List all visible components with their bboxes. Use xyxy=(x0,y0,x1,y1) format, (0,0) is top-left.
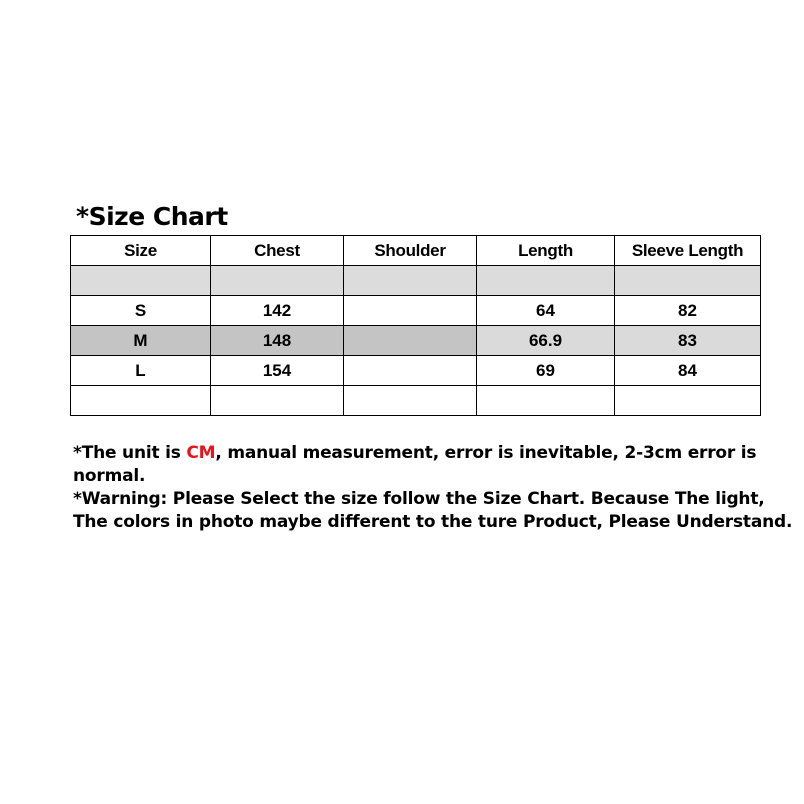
header-shoulder: Shoulder xyxy=(344,236,477,266)
table-cell: 66.9 xyxy=(477,326,615,356)
table-cell xyxy=(344,386,477,416)
unit-note-prefix: *The unit is xyxy=(73,443,187,463)
header-length: Length xyxy=(477,236,615,266)
table-cell: 83 xyxy=(615,326,761,356)
table-cell xyxy=(477,266,615,296)
warning-note: *Warning: Please Select the size follow the Size Chart. Because The light, The colors in photo maybe different to the ture Product, Please Understand. xyxy=(73,489,793,532)
size-chart-table xyxy=(70,235,761,416)
header-chest: Chest xyxy=(211,236,344,266)
table-cell xyxy=(211,266,344,296)
table-cell: 84 xyxy=(615,356,761,386)
table-row xyxy=(71,356,761,386)
table-cell: 64 xyxy=(477,296,615,326)
table-cell xyxy=(71,386,211,416)
table-cell: S xyxy=(71,296,211,326)
header-sleeve-length: Sleeve Length xyxy=(615,236,761,266)
table-cell: 154 xyxy=(211,356,344,386)
header-size: Size xyxy=(71,236,211,266)
table-cell xyxy=(344,356,477,386)
table-cell: 82 xyxy=(615,296,761,326)
notes xyxy=(73,442,793,534)
table-header-row xyxy=(71,236,761,266)
table-cell xyxy=(477,386,615,416)
table-cell: 148 xyxy=(211,326,344,356)
table-cell: 69 xyxy=(477,356,615,386)
table-cell xyxy=(211,386,344,416)
table-cell xyxy=(344,326,477,356)
table-cell xyxy=(344,266,477,296)
unit-note xyxy=(73,442,793,488)
table-cell xyxy=(344,296,477,326)
table-row xyxy=(71,326,761,356)
size-chart-title: *Size Chart xyxy=(76,202,228,231)
unit-highlight: CM xyxy=(186,443,216,463)
table-row xyxy=(71,296,761,326)
table-cell: M xyxy=(71,326,211,356)
table-cell: 142 xyxy=(211,296,344,326)
table-cell: L xyxy=(71,356,211,386)
unit-note-suffix: , manual measurement, error is inevitable, 2-3cm error is normal. xyxy=(73,443,757,486)
table-cell xyxy=(615,266,761,296)
table-cell xyxy=(71,266,211,296)
table-row xyxy=(71,266,761,296)
table-row xyxy=(71,386,761,416)
table-cell xyxy=(615,386,761,416)
